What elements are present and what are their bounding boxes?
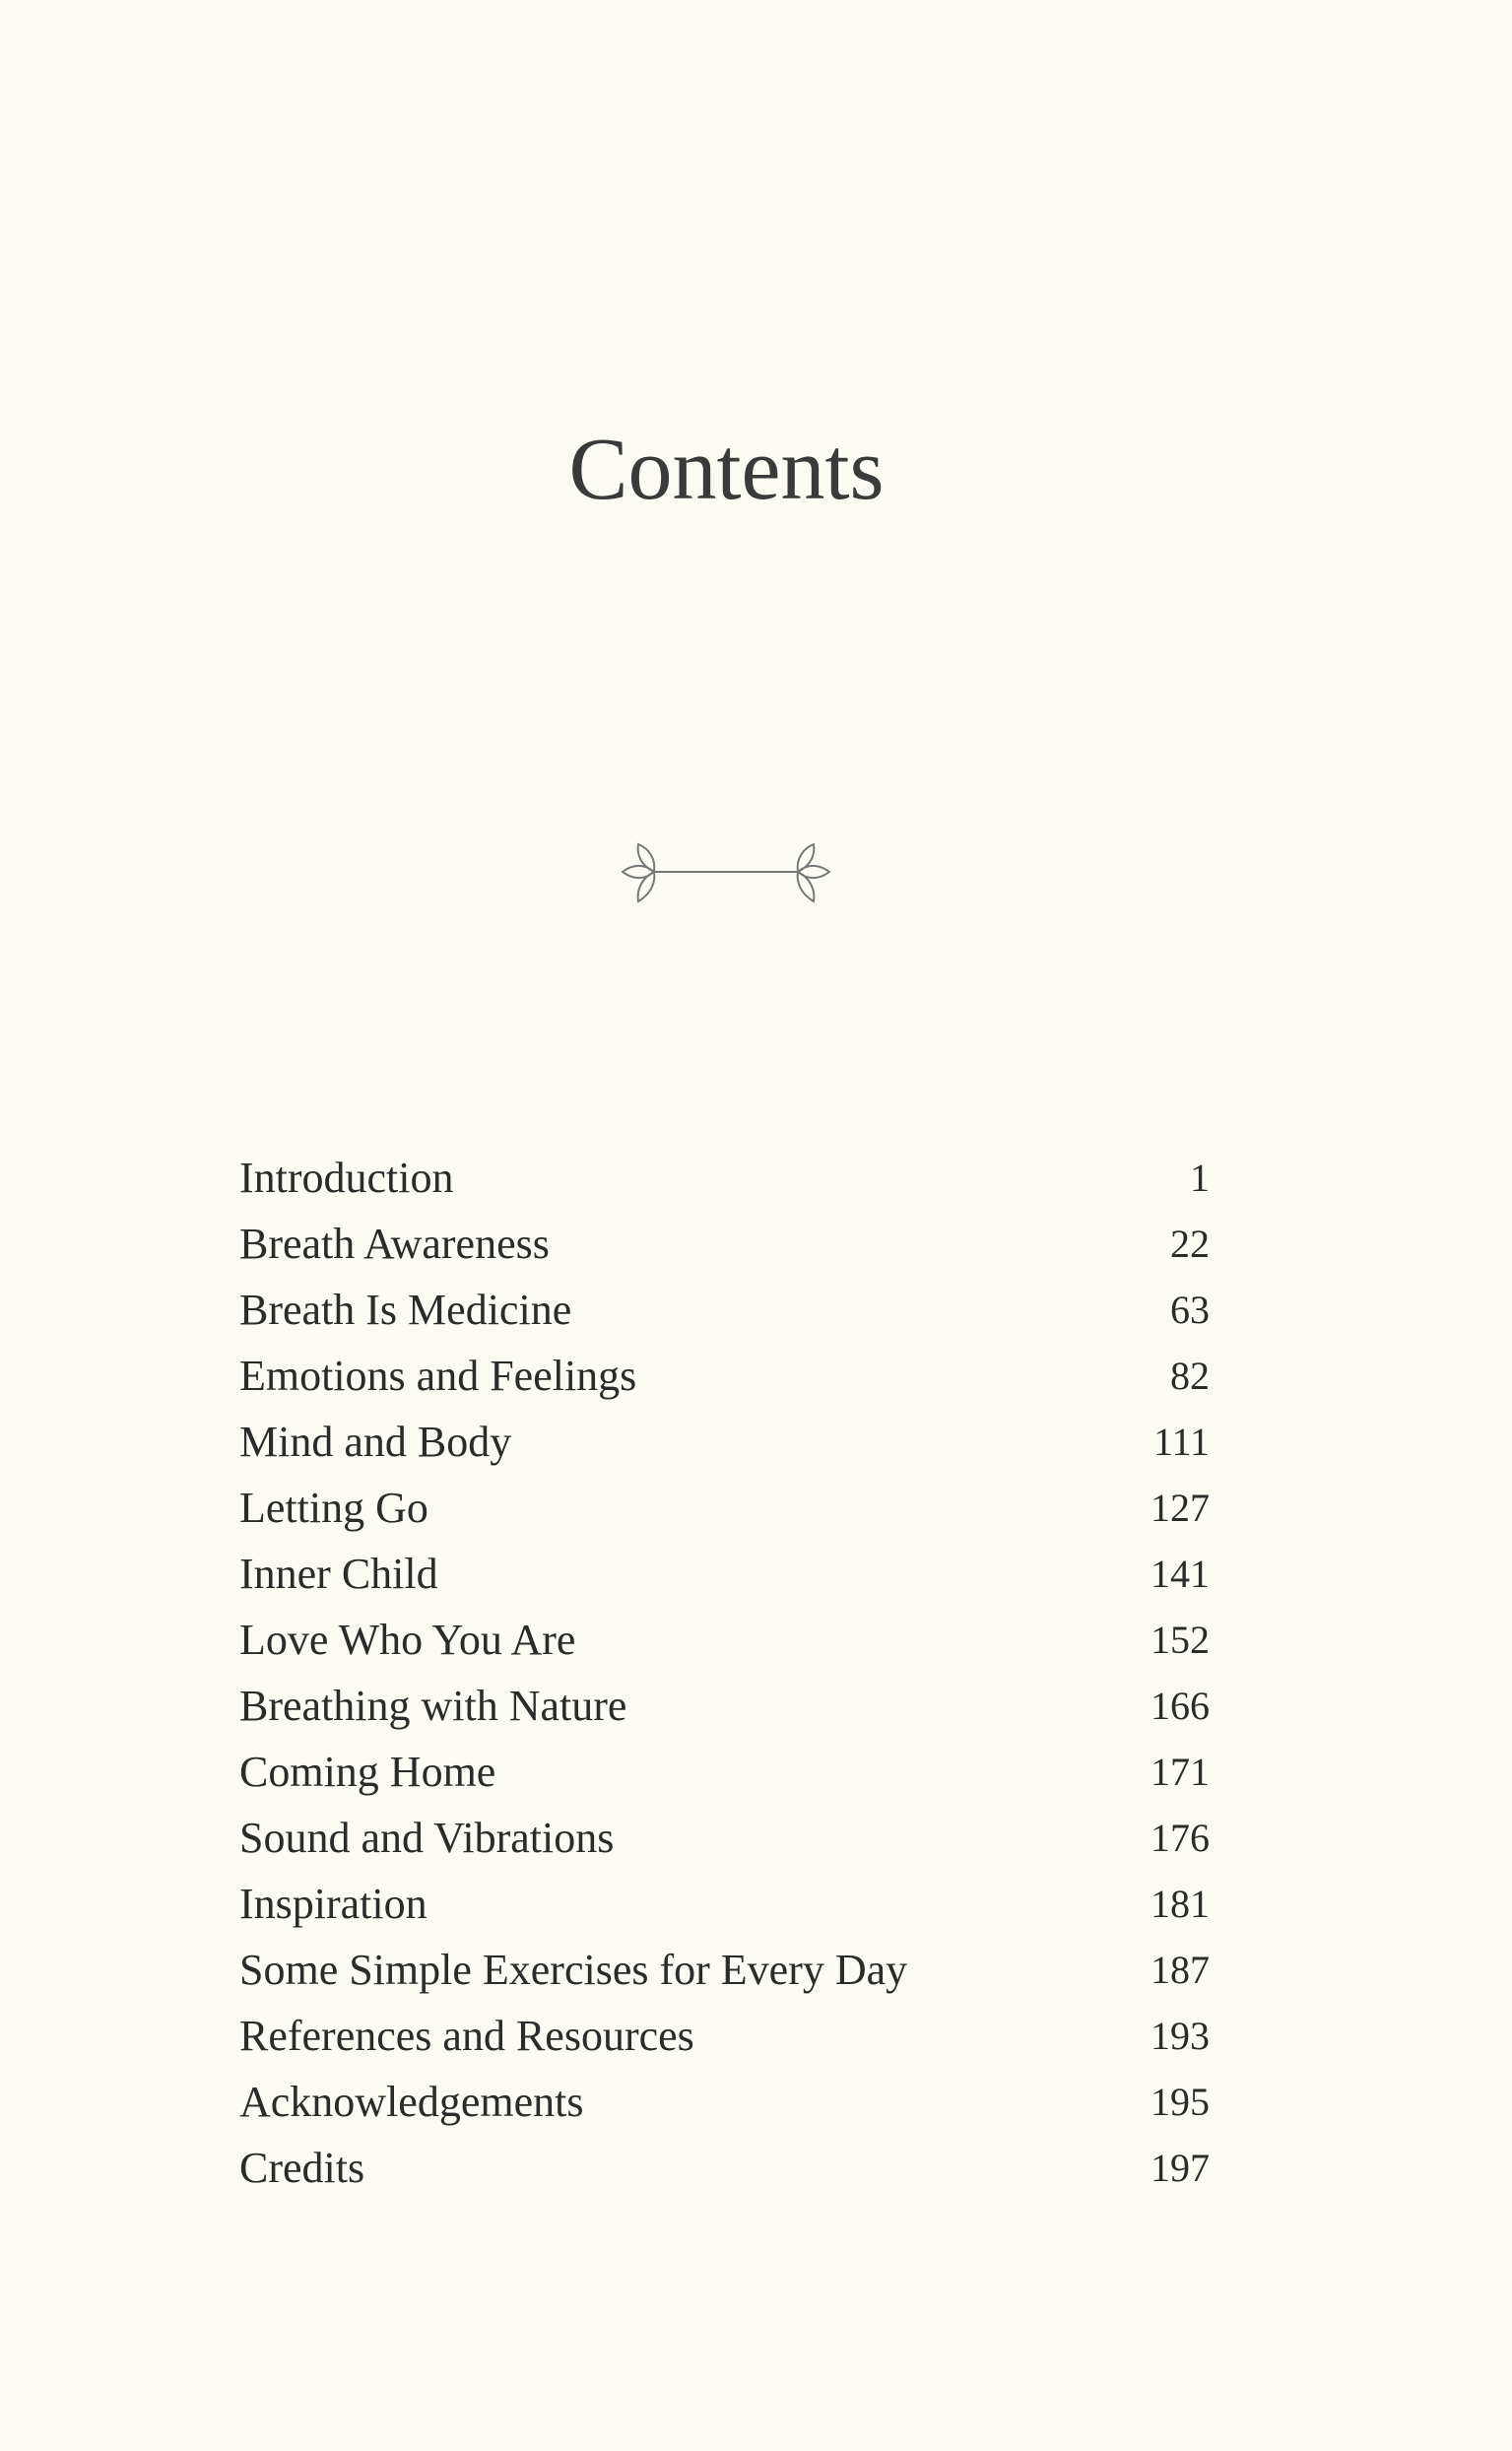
toc-entry-label: Breathing with Nature <box>239 1682 627 1730</box>
toc-entry <box>239 1277 1210 1343</box>
toc-entry-page: 82 <box>1170 1354 1210 1398</box>
toc-entry-page: 176 <box>1150 1816 1210 1860</box>
toc-entry-page: 152 <box>1150 1618 1210 1662</box>
toc-entry-page: 166 <box>1150 1684 1210 1728</box>
toc-entry <box>239 1607 1210 1673</box>
toc-entry <box>239 1541 1210 1607</box>
toc-entry-page: 127 <box>1150 1486 1210 1530</box>
toc-entry-label: Some Simple Exercises for Every Day <box>239 1946 908 1994</box>
toc-entry <box>239 1805 1210 1871</box>
toc-entry-page: 171 <box>1150 1750 1210 1794</box>
toc-entry-label: Inspiration <box>239 1880 427 1928</box>
toc-entry-label: Sound and Vibrations <box>239 1814 615 1862</box>
page-title: Contents <box>568 421 885 518</box>
toc-entry-label: Letting Go <box>239 1484 428 1532</box>
toc-entry-page: 1 <box>1190 1156 1210 1200</box>
toc-entry-label: Breath Is Medicine <box>239 1286 572 1334</box>
toc-entry-page: 195 <box>1150 2080 1210 2124</box>
toc-entry <box>239 2003 1210 2069</box>
toc-entry-page: 187 <box>1150 1948 1210 1992</box>
toc-entry <box>239 2135 1210 2201</box>
toc-entry-page: 193 <box>1150 2014 1210 2058</box>
toc-entry-page: 63 <box>1170 1288 1210 1332</box>
toc-entry-label: Mind and Body <box>239 1418 512 1466</box>
toc-entry-label: Emotions and Feelings <box>239 1352 637 1400</box>
toc-entry <box>239 1739 1210 1805</box>
toc-entry-label: Acknowledgements <box>239 2078 584 2126</box>
toc-entry <box>239 1409 1210 1475</box>
toc-entry-page: 141 <box>1150 1552 1210 1596</box>
toc-entry-label: Inner Child <box>239 1550 438 1598</box>
toc-entry-page: 197 <box>1150 2146 1210 2190</box>
toc-entry <box>239 1871 1210 1937</box>
toc-entry <box>239 1343 1210 1409</box>
table-of-contents <box>239 1145 1210 2201</box>
toc-entry-label: Coming Home <box>239 1748 496 1796</box>
toc-entry-label: Love Who You Are <box>239 1616 576 1664</box>
toc-entry <box>239 1211 1210 1277</box>
toc-entry-page: 181 <box>1150 1882 1210 1926</box>
toc-entry-label: References and Resources <box>239 2012 694 2060</box>
toc-entry <box>239 1673 1210 1739</box>
toc-entry <box>239 1145 1210 1211</box>
toc-entry-page: 111 <box>1152 1420 1210 1464</box>
toc-entry-label: Introduction <box>239 1154 454 1202</box>
toc-entry-label: Credits <box>239 2144 365 2192</box>
toc-entry-page: 22 <box>1170 1222 1210 1266</box>
toc-entry <box>239 1937 1210 2003</box>
toc-entry <box>239 1475 1210 1541</box>
toc-entry-label: Breath Awareness <box>239 1220 550 1268</box>
toc-entry <box>239 2069 1210 2135</box>
leaf-divider-ornament-icon <box>603 832 849 911</box>
